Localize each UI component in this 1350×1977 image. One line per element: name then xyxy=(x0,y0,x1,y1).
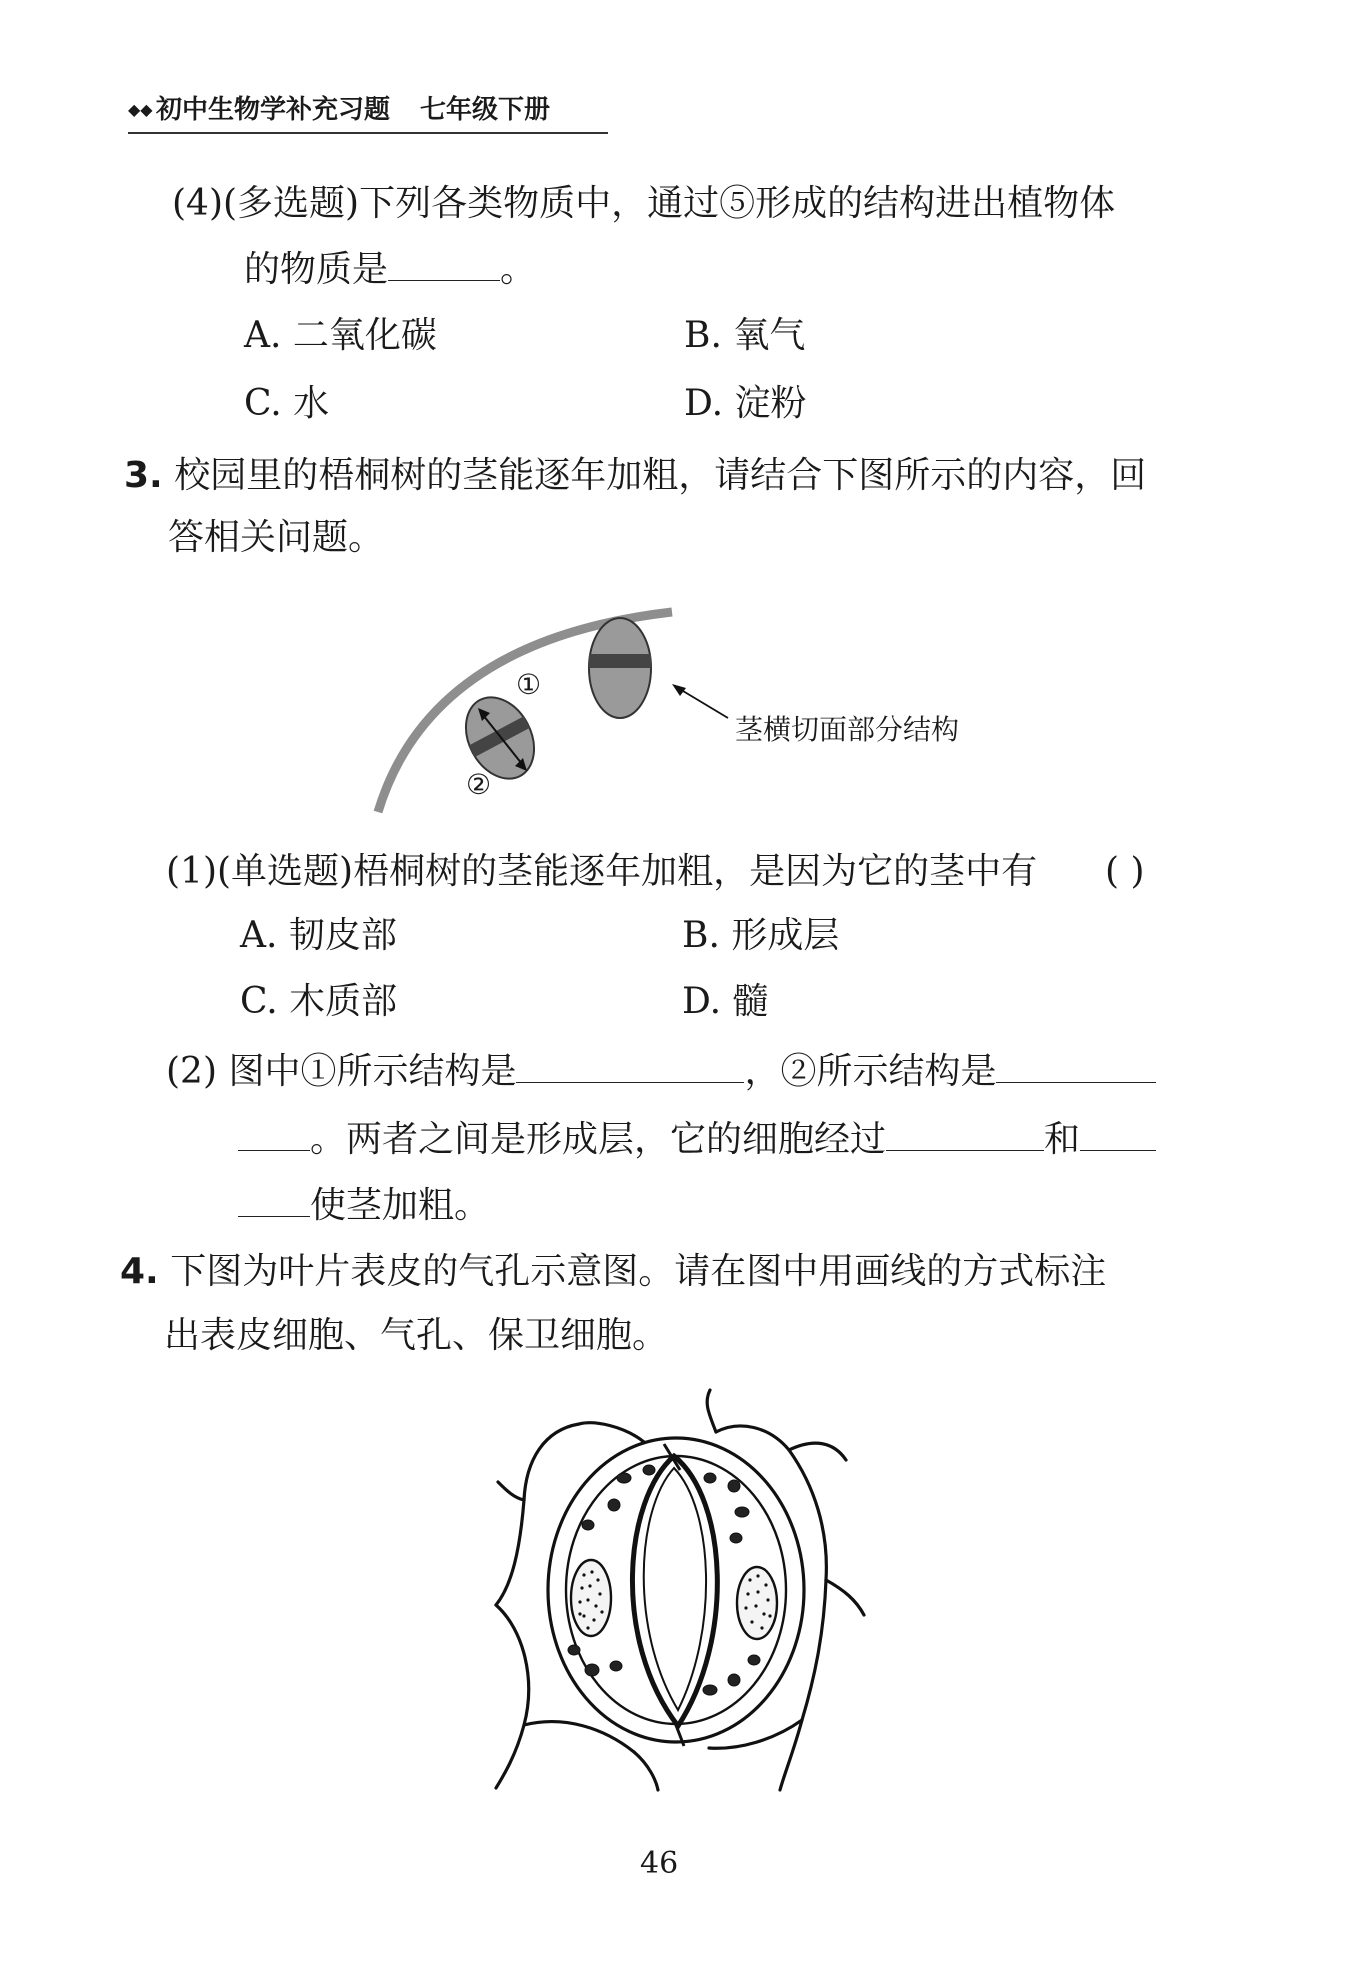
q3-part1-option-d: D. 髓 xyxy=(682,981,769,1022)
q3-part1-answer-paren[interactable]: ( ) xyxy=(1105,851,1145,892)
epidermal-cell-wall xyxy=(826,1580,864,1615)
q3-text2: 答相关问题。 xyxy=(168,517,385,558)
q2-part4-answer-blank[interactable] xyxy=(388,244,500,281)
figure-label-2: ② xyxy=(466,768,492,801)
process-1-blank[interactable] xyxy=(886,1114,1044,1151)
q3-part2-text1b: ，②所示结构是 xyxy=(744,1051,997,1092)
q3-part1-text: 梧桐树的茎能逐年加粗，是因为它的茎中有 xyxy=(353,851,1038,892)
epidermal-cell-wall xyxy=(716,1426,789,1450)
pointer-line xyxy=(678,688,728,718)
q3-part1-number: (1) xyxy=(166,851,217,892)
q2-part4-option-a: A. 二氧化碳 xyxy=(244,315,437,356)
page-number: 46 xyxy=(640,1846,679,1881)
q3-line1 xyxy=(124,452,1146,500)
q4-text1: 下图为叶片表皮的气孔示意图。请在图中用画线的方式标注 xyxy=(170,1251,1107,1292)
q4-text2: 出表皮细胞、气孔、保卫细胞。 xyxy=(164,1315,669,1356)
book-title: 初中生物学补充习题 xyxy=(156,95,391,125)
structure-2-blank-cont[interactable] xyxy=(238,1114,310,1151)
structure-2-blank[interactable] xyxy=(996,1046,1156,1083)
q3-part1-option-b: B. 形成层 xyxy=(682,915,840,956)
q2-part4-text1: 下列各类物质中，通过⑤形成的结构进出植物体 xyxy=(359,183,1116,224)
q3-part1-tag: (单选题) xyxy=(217,851,354,892)
vascular-bundle-right xyxy=(589,618,651,718)
q3-part2-text3: 使茎加粗。 xyxy=(310,1185,491,1226)
epidermal-cell-wall xyxy=(496,1605,529,1788)
q2-part4-option-c: C. 水 xyxy=(244,383,330,424)
q3-part2-line1 xyxy=(166,1046,1156,1096)
q2-part4-line2 xyxy=(244,244,536,294)
arrowhead-icon xyxy=(672,684,686,696)
q4-number: 4. xyxy=(120,1251,159,1292)
epidermal-cell-wall xyxy=(498,1482,524,1500)
epidermal-cell-wall xyxy=(789,1450,826,1580)
epidermal-cell-wall xyxy=(634,1752,658,1790)
q3-part1-option-a: A. 韧皮部 xyxy=(240,915,397,956)
diamond-icon: ◆◆ xyxy=(128,100,153,119)
epidermal-cell-wall xyxy=(789,1443,846,1460)
q3-part2-line2 xyxy=(238,1114,1156,1164)
q3-part2-text2a: 。两者之间是形成层，它的细胞经过 xyxy=(310,1119,887,1160)
page-header xyxy=(128,92,608,134)
q3-part1-option-c: C. 木质部 xyxy=(240,981,398,1022)
q3-part2-text2b: 和 xyxy=(1044,1119,1081,1160)
book-subtitle: 七年级下册 xyxy=(420,95,551,125)
q4-line1 xyxy=(120,1248,1106,1296)
epidermal-cell-wall xyxy=(709,1720,802,1748)
q3-number: 3. xyxy=(124,455,163,496)
q3-text1: 校园里的梧桐树的茎能逐年加粗，请结合下图所示的内容，回 xyxy=(174,455,1147,496)
q2-part4-text2b: 。 xyxy=(500,249,537,290)
q3-part2-line3 xyxy=(238,1180,490,1230)
q2-part4-option-b: B. 氧气 xyxy=(684,315,806,356)
q2-part4-tag: (多选题) xyxy=(223,183,360,224)
q2-part4-number: (4) xyxy=(172,183,223,224)
q2-part4-option-d: D. 淀粉 xyxy=(684,383,807,424)
stoma-diagram[interactable] xyxy=(484,1390,874,1790)
process-2-blank-cont[interactable] xyxy=(238,1180,310,1217)
q3-part2-text1a: 图中①所示结构是 xyxy=(228,1051,517,1092)
epidermal-cell-wall xyxy=(579,1423,644,1442)
figure-label-1: ① xyxy=(516,668,542,701)
epidermal-cell-wall xyxy=(707,1390,716,1432)
q3-part2-number: (2) xyxy=(166,1051,217,1092)
process-2-blank[interactable] xyxy=(1080,1114,1156,1151)
structure-1-blank[interactable] xyxy=(516,1046,744,1083)
q2-part4-line1 xyxy=(172,180,1115,228)
q2-part4-text2a: 的物质是 xyxy=(244,249,389,290)
q3-part1-line xyxy=(166,848,1037,896)
guard-cell-nucleus-right xyxy=(737,1567,777,1639)
figure-caption: 茎横切面部分结构 xyxy=(735,713,960,746)
